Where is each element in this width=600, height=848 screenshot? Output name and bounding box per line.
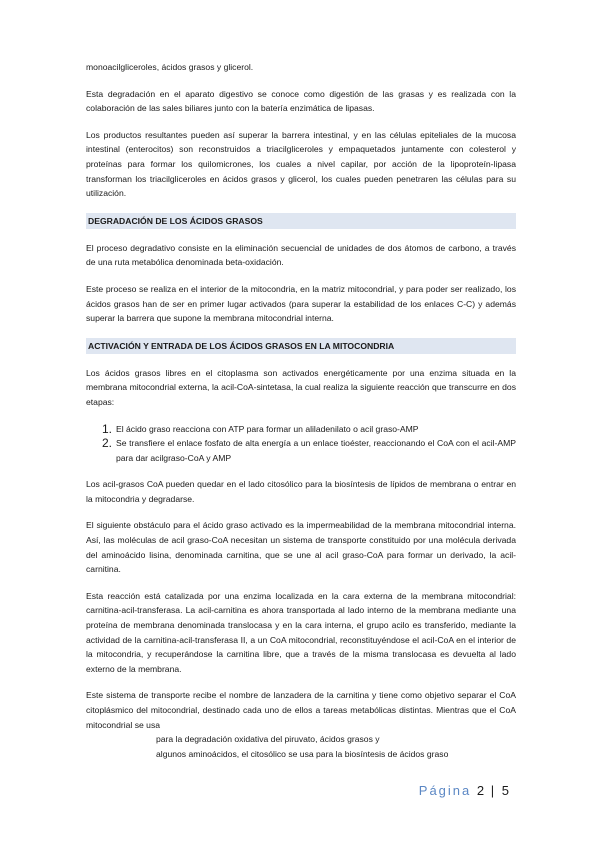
page-label: Página (418, 783, 472, 798)
list-item (86, 422, 516, 437)
paragraph-5: Este proceso se realiza en el interior de la mitocondria, en la matriz mitocondrial, y para poder ser realizado, los ácidos grasos han de ser en primer lugar activados (para superar la estabilidad de los enlaces C-C) y además superar la barrera que supone la membrana mitocondrial interna. (86, 283, 516, 324)
list-item (86, 436, 516, 465)
page-footer (419, 783, 510, 798)
paragraph-3: Los productos resultantes pueden así superar la barrera intestinal, y en las células epiteliales de la mucosa intestinal (enterocitos) son reconstruidos a triacilgliceroles y empaquetados juntamente con colesterol y proteínas para formar los quilomicrones, los cuales a nivel capilar, por acción de la lipoproteín-lipasa transforman los triacilgliceroles en ácidos grasos y glicerol, los cuales pueden penetraren las células para su utilización. (86, 129, 516, 199)
paragraph-9: Esta reacción está catalizada por una enzima localizada en la cara externa de la membrana mitocondrial: carnitina-acil-transferasa. La acil-carnitina es ahora transportada al lado interno de la membrana mediante una proteína de membrana denominada translocasa y en la cara interna, el grupo acilo es transferido, mediante la actividad de la carnitina-acil-transferasa II, a un CoA mitocondrial, reconstituyéndose el acil-CoA en el interior de la mitocondria, y recuperándose la carnitina libre, que a través de la misma translocasa es devuelta al lado externo de la membrana. (86, 590, 516, 674)
list-item-text: Se transfiere el enlace fosfato de alta energía a un enlace tioéster, reaccionando el CoA con el acil-AMP para dar acilgraso-CoA y AMP (116, 438, 516, 463)
paragraph-6: Los ácidos grasos libres en el citoplasma son activados energéticamente por una enzima situada en la membrana mitocondrial externa, la acil-CoA-sintetasa, la cual realiza la siguiente reacción que transcurre en dos etapas: (86, 367, 516, 407)
paragraph-10 (86, 688, 516, 761)
list-number: 2. (102, 436, 113, 451)
paragraph-10-line-b: para la degradación oxidativa del piruvato, ácidos grasos y (156, 734, 380, 745)
paragraph-2: Esta degradación en el aparato digestivo se conoce como digestión de las grasas y es realizada con la colaboración de las sales biliares junto con la batería enzimática de lipasas. (86, 88, 516, 114)
reaction-steps-list (86, 422, 516, 466)
paragraph-10-line-a: Este sistema de transporte recibe el nombre de lanzadera de la carnitina y tiene como objetivo separar el CoA citoplásmico del mitocondrial, destinado cada uno de ellos a tareas metabólicas distintas. Mientras que el CoA mitocondrial se usa (86, 690, 516, 730)
paragraph-4: El proceso degradativo consiste en la eliminación secuencial de unidades de dos átomos de carbono, a través de una ruta metabólica denominada beta-oxidación. (86, 242, 516, 268)
section-heading-activacion: ACTIVACIÓN Y ENTRADA DE LOS ÁCIDOS GRASOS EN LA MITOCONDRIA (86, 338, 516, 354)
paragraph-1: monoacilgliceroles, ácidos grasos y glicerol. (86, 62, 254, 72)
paragraph-7: Los acil-grasos CoA pueden quedar en el lado citosólico para la biosíntesis de lípidos de membrana o entrar en la mitocondria y degradarse. (86, 479, 516, 504)
page-separator: | (490, 783, 497, 798)
list-item-text: El ácido graso reacciona con ATP para formar un aliladenilato o acil graso-AMP (116, 423, 419, 434)
paragraph-10-line-c: algunos aminoácidos, el citosólico se usa para la biosíntesis de ácidos graso (156, 748, 449, 759)
list-number: 1. (102, 421, 113, 436)
document-page (86, 60, 516, 761)
page-total: 5 (501, 783, 510, 798)
paragraph-8: El siguiente obstáculo para el ácido graso activado es la impermeabilidad de la membrana mitocondrial interna. Así, las moléculas de acil graso-CoA necesitan un sistema de transporte constituido por una molécula derivada del aminoácido lisina, denominada carnitina, que se une al acil graso-CoA para formar un derivado, la acil-carnitina. (86, 520, 516, 575)
section-heading-degradacion: DEGRADACIÓN DE LOS ÁCIDOS GRASOS (86, 213, 516, 229)
page-number: 2 (476, 783, 486, 798)
